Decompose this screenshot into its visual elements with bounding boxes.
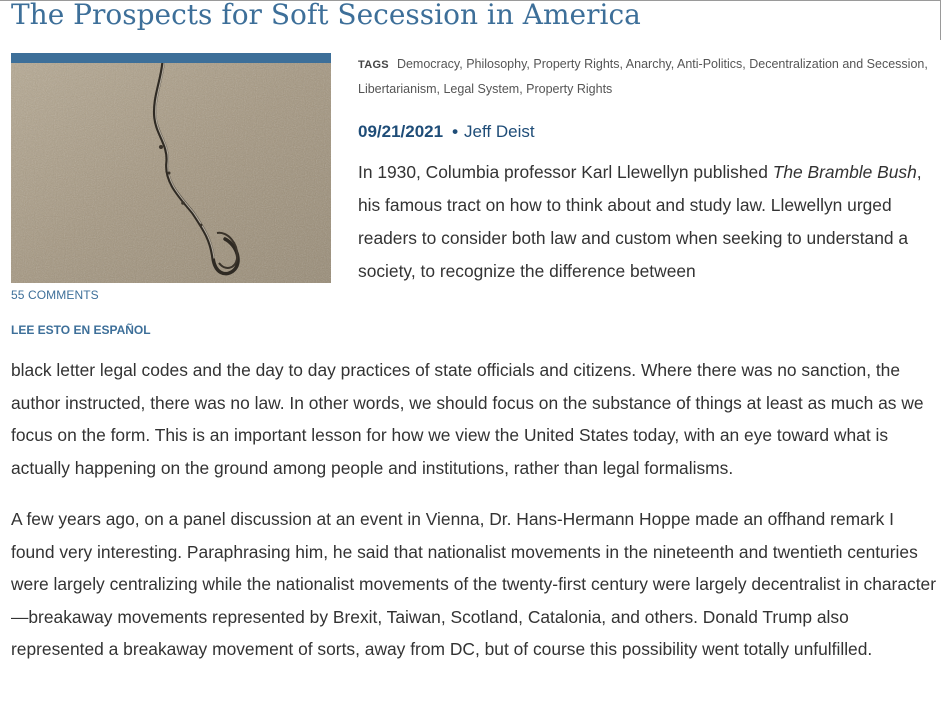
intro-text-start: In 1930, Columbia professor Karl Llewellyn published (358, 162, 773, 182)
tags-label: TAGS (358, 59, 389, 71)
tag-link[interactable]: Democracy (396, 57, 460, 71)
comments-link[interactable]: 55 COMMENTS (11, 288, 99, 302)
tag-link[interactable]: Property Rights (533, 57, 620, 71)
tags-list: TAGS Democracy, Philosophy, Property Rights, Anarchy, Anti-Politics, Decentralization and Secession, Libertarianism, Legal System, Property Rights (358, 57, 928, 96)
publish-date: 09/21/2021 (358, 122, 444, 141)
spanish-version-link[interactable]: LEE ESTO EN ESPAÑOL (11, 323, 151, 337)
book-title: The Bramble Bush (772, 162, 917, 182)
tag-link[interactable]: Anti-Politics (677, 57, 743, 71)
tag-link[interactable]: Libertarianism (358, 82, 437, 96)
tag-link[interactable]: Decentralization and Secession (749, 57, 925, 71)
intro-paragraph (358, 156, 938, 288)
sand-line-image (11, 63, 331, 283)
tag-link[interactable]: Property Rights (526, 82, 613, 96)
intro-text-end: , his famous tract on how to think about and study law. Llewellyn urged readers to consider both law and custom when seeking to understand a society, to recognize the difference between (358, 162, 922, 281)
author-link[interactable]: Jeff Deist (464, 122, 535, 141)
body-paragraph-2: A few years ago, on a panel discussion at an event in Vienna, Dr. Hans-Hermann Hoppe made an offhand remark I found very interesting. Paraphrasing him, he said that nationalist movements in the nineteenth and twentieth centuries were largely centralizing while the nationalist movements of the twenty-first century were largely decentralist in character—breakaway movements represented by Brexit, Taiwan, Scotland, Catalonia, and others. Donald Trump also represented a breakaway movement of sorts, away from DC, but of course this possibility went totally unfulfilled. (11, 509, 937, 659)
article-image (11, 53, 331, 283)
meta-separator: • (452, 122, 459, 141)
image-top-bar (11, 53, 331, 63)
article-title: The Prospects for Soft Secession in America (11, 0, 641, 31)
tag-link[interactable]: Anarchy (625, 57, 671, 71)
tag-link[interactable]: Legal System (443, 82, 520, 96)
article-meta (358, 120, 535, 144)
tag-link[interactable]: Philosophy (466, 57, 527, 71)
body-paragraph-1: black letter legal codes and the day to day practices of state officials and citizens. Where there was no sanction, the author instructed, there was no law. In other words, we should focus on the substance of things at least as much as we focus on the form. This is an important lesson for how we view the United States today, with an eye toward what is actually happening on the ground among people and institutions, rather than legal formalisms. (11, 360, 924, 478)
